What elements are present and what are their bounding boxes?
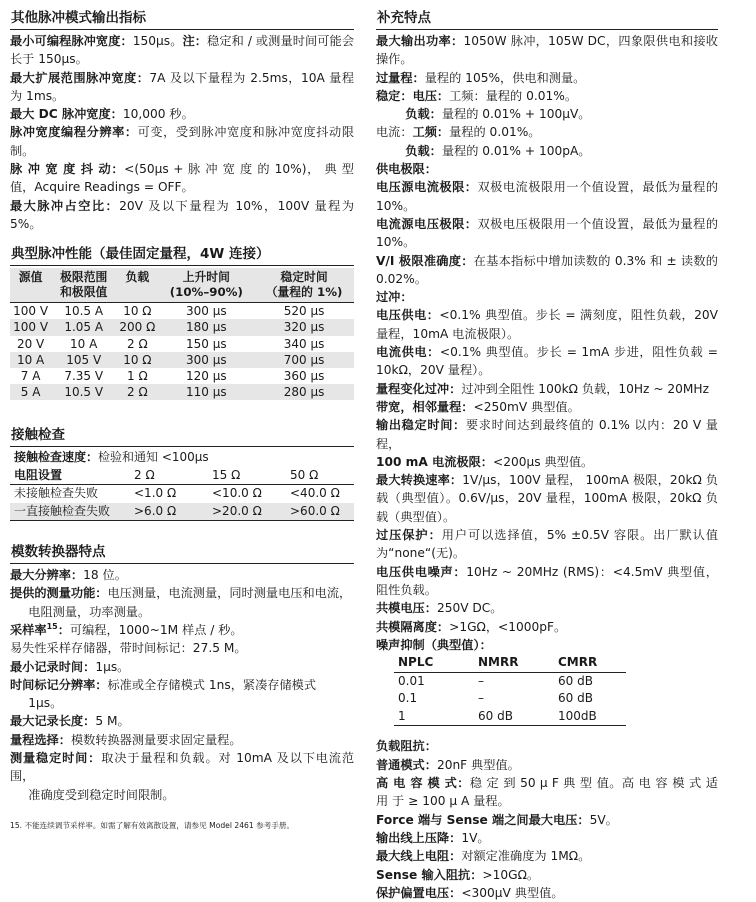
spec-value: 在基本指标中增加读数的 0.3% 和 ± 读数的 0.02%。 — [376, 253, 718, 286]
spec-label: 提供的测量功能： — [10, 586, 108, 601]
spec-label: 高 电 容 模 式： — [376, 776, 470, 791]
spec-value: <0.1% 典型值。步长 = 满刻度，阻性负载，20V 量程，10mA 电流极限）。 — [376, 308, 719, 341]
table-cell: 200 Ω — [116, 319, 158, 335]
table-cell: 300 µs — [159, 352, 255, 368]
spec-current-overshoot — [376, 343, 718, 380]
spec-label: 电压供电噪声： — [376, 564, 467, 579]
header-cell: 15 Ω — [208, 467, 286, 485]
spec-noise — [376, 563, 718, 600]
contact-speed-cell — [10, 449, 354, 466]
table-cell: 2 Ω — [127, 336, 148, 351]
spec-label: Sense 输入阻抗： — [376, 867, 483, 882]
spec-value: 5V。 — [589, 812, 618, 827]
header-line: 极限范围 — [60, 270, 108, 285]
table-cell: 300 µs — [186, 304, 227, 319]
table-cell: 20 V — [16, 336, 45, 351]
section-title-adc: 模数转换器特点 — [10, 521, 354, 564]
section-title-pulse-table: 典型脉冲性能（最佳固定量程，4W 连接） — [10, 233, 354, 266]
table-cell: 360 µs — [283, 369, 325, 384]
spec-value: <200µs 典型值。 — [493, 454, 594, 469]
table-cell: <10.0 Ω — [212, 486, 262, 501]
table-cell: – — [478, 673, 484, 688]
spec-value: 标准或全存储模式 1ns，紧凑存储模式 — [107, 677, 317, 692]
spec-value: 模数转换器测量要求固定量程。 — [70, 732, 242, 747]
header-line: （量程的 1%) — [265, 285, 343, 300]
spec-range-change — [376, 380, 718, 398]
spec-sublabel: 负载： — [405, 107, 442, 122]
section-title-pulse-spec: 其他脉冲模式输出指标 — [10, 0, 354, 30]
spec-guard-offset — [376, 884, 718, 902]
spec-sample-rate — [10, 621, 354, 639]
spec-value: >10GΩ。 — [482, 867, 540, 882]
spec-max-power — [376, 32, 718, 69]
spec-value: <0.1% 典型值。步长 = 1mA 步进，阻性负载 = 10kΩ，20V 量程）。 — [376, 345, 719, 378]
spec-value: 20nF 典型值。 — [436, 757, 520, 772]
spec-lo-drop — [376, 829, 718, 847]
table-cell: 5 A — [10, 384, 51, 400]
spec-min-pulse-width — [10, 32, 354, 69]
table-header-row — [10, 467, 354, 485]
spec-label: 共模隔离度： — [376, 619, 450, 634]
spec-label-end: ： — [57, 623, 70, 637]
header-line: 源值 — [18, 270, 43, 285]
spec-value: 10,000 秒。 — [122, 107, 194, 122]
spec-label: 过量程： — [376, 70, 425, 85]
table-cell: 2 Ω — [116, 384, 158, 400]
table-cell: 60 dB — [558, 673, 593, 688]
spec-label: 最大记录长度： — [10, 714, 96, 729]
spec-value: 7A 及以下量程为 2.5ms，10A 量程为 1ms。 — [10, 70, 355, 103]
spec-value: >1GΩ，<1000pF。 — [449, 619, 567, 634]
table-cell: 150 µs — [186, 336, 227, 351]
spec-label: 稳定： — [376, 88, 413, 103]
spec-label: 量程选择： — [10, 732, 71, 747]
spec-value: 1µs。 — [95, 659, 130, 674]
spec-slew-rate — [376, 471, 718, 526]
spec-value: 双极电压极限用一个值设置，最低为量程的 10%。 — [376, 216, 719, 250]
spec-vi-accuracy — [376, 252, 718, 289]
table-row — [10, 368, 354, 384]
spec-range-select — [10, 731, 354, 749]
spec-value: 可变，受到脉冲宽度和脉冲宽度抖动限制。 — [10, 125, 355, 158]
spec-label: 共模电压： — [376, 601, 437, 616]
spec-overvoltage — [376, 526, 718, 563]
table-cell: 110 µs — [159, 384, 255, 400]
table-cell: >60.0 Ω — [286, 503, 354, 521]
header-line: 和极限值 — [60, 285, 108, 300]
note-label: 注： — [182, 34, 208, 48]
table-row — [10, 303, 354, 320]
spec-sense-impedance — [376, 866, 718, 884]
spec-label: 最大输出功率： — [376, 34, 464, 48]
table-row — [394, 672, 626, 690]
spec-label: 输出稳定时间： — [376, 418, 466, 433]
header-cell — [10, 268, 51, 303]
spec-settling-cont: 准确度受到稳定时间限制。 — [28, 787, 175, 802]
spec-label: 保护偏置电压： — [376, 885, 462, 900]
header-cell: 50 Ω — [286, 467, 354, 485]
spec-value: 1V/µs，100V 量程， 100mA 极限，20kΩ 负载（典型值）。0.6V/µs，20V 量程，100mA 极限，20kΩ 负载（典型值）。 — [376, 473, 719, 524]
spec-label: 电流供电： — [376, 345, 440, 360]
footnote: 15. 不能连续调节采样率。如需了解有效离散设置，请参见 Model 2461 参考手册。 — [10, 820, 295, 830]
subheading-load-impedance: 负载阻抗： — [376, 739, 437, 754]
spec-sublabel: 电压： — [412, 88, 450, 103]
spec-current-limit — [376, 178, 718, 215]
spec-common-mode-voltage — [376, 599, 718, 617]
table-cell: 520 µs — [283, 304, 325, 319]
spec-label: 最小可编程脉冲宽度： — [10, 34, 133, 48]
table-cell: >6.0 Ω — [130, 503, 208, 521]
table-cell: 700 µs — [254, 352, 354, 368]
spec-value: 1V。 — [461, 830, 490, 845]
table-cell: >20.0 Ω — [208, 503, 286, 521]
table-cell: 340 µs — [283, 336, 325, 351]
spec-overrange — [376, 69, 718, 87]
spec-label: V/I 极限准确度： — [376, 253, 474, 268]
table-cell: 1 Ω — [127, 369, 148, 384]
spec-label: 最大脉冲占空比： — [10, 198, 120, 213]
header-cell — [51, 268, 116, 303]
spec-value: 稳 定 到 50 µ F 典 型 值。高 电 容 模 式 适 用 于 ≥ 100 µ A 量程。 — [376, 776, 718, 809]
spec-value: 量程的 0.01%。 — [449, 125, 541, 140]
spec-voltage-limit — [376, 215, 718, 252]
spec-value: <300µV 典型值。 — [461, 885, 564, 900]
spec-max-record — [10, 712, 354, 730]
spec-label: 电压源电流极限： — [376, 180, 478, 195]
header-line: 稳定时间 — [280, 270, 328, 285]
table-cell: 120 µs — [186, 369, 227, 384]
spec-value: <250mV 典型值。 — [473, 399, 580, 414]
spec-stability-current — [376, 123, 718, 141]
table-cell: 100 V — [10, 319, 51, 335]
header-cell — [159, 268, 255, 303]
spec-value: <(50µs + 脉 冲 宽 度 的 10%)， 典 型 值，Acquire Readings = OFF。 — [10, 162, 354, 195]
spec-value: 检验和通知 <100µs — [98, 450, 209, 465]
contact-speed-row — [10, 449, 354, 466]
spec-value: 要求时间达到最终值的 0.1% 以内：20 V 量程， — [376, 418, 718, 451]
spec-value: 过冲到全阻性 100kΩ 负载，10Hz ~ 20MHz — [461, 381, 709, 396]
spec-buffer: 易失性采样存储器，带时间标记：27.5 M。 — [10, 641, 247, 656]
spec-common-mode-isolation — [376, 618, 718, 636]
spec-bandwidth — [376, 398, 718, 416]
spec-value: 量程的 105%，供电和测量。 — [424, 70, 586, 85]
spec-width-resolution — [10, 123, 354, 160]
spec-value: 双极电流极限用一个值设置，最低为量程的 10%。 — [376, 180, 719, 213]
spec-duty-cycle — [10, 197, 354, 234]
table-row — [394, 690, 626, 708]
spec-label: 最大 DC 脉冲宽度： — [10, 107, 123, 122]
table-row — [10, 352, 354, 368]
spec-label: 输出线上压降： — [376, 830, 462, 845]
header-line: (10%–90%) — [169, 285, 243, 300]
noise-rejection-table — [394, 654, 626, 726]
spec-value: 取决于量程和负载。对 10mA 及以下电流范围， — [10, 751, 355, 784]
spec-label: 普通模式： — [376, 757, 437, 772]
table-cell: – — [478, 691, 484, 706]
table-cell: 0.01 — [398, 673, 425, 688]
spec-value: 电压测量，电流测量，同时测量电压和电流， — [107, 586, 352, 601]
spec-max-dc-width — [10, 105, 354, 123]
contact-check-table — [10, 449, 354, 521]
spec-label: 最大分辨率： — [10, 568, 84, 583]
subheading-overshoot: 过冲： — [376, 290, 413, 305]
note-text: 稳定和 / 或测量时间可能会长于 150µs。 — [10, 34, 355, 67]
spec-value: 量程的 0.01% + 100µV。 — [441, 107, 591, 122]
header-cell: CMRR — [554, 654, 626, 672]
spec-voltage-overshoot — [376, 306, 718, 343]
spec-label: 电流源电压极限： — [376, 216, 478, 231]
spec-timestamp — [10, 676, 354, 694]
spec-label: 接触检查速度： — [14, 450, 99, 465]
spec-value: 工频：量程的 0.01%。 — [449, 88, 578, 103]
spec-value: 用户可以选择值，5% ±0.5V 容限。出厂默认值为“none“(无)。 — [376, 528, 719, 561]
spec-value: 150µs。 — [132, 34, 183, 48]
spec-settling — [10, 749, 354, 786]
table-cell: 180 µs — [159, 319, 255, 335]
table-row — [10, 503, 354, 521]
spec-value: 10Hz ~ 20MHz (RMS)：<4.5mV 典型值，阻性负载。 — [376, 564, 718, 597]
table-row — [10, 336, 354, 352]
spec-sublabel: 工频： — [412, 125, 450, 140]
table-cell: 10 A — [10, 352, 51, 368]
subheading-limits: 供电极限： — [376, 162, 437, 177]
spec-value: 5 M。 — [95, 714, 130, 729]
footnote-ref: 15 — [46, 621, 58, 631]
table-cell: 10.5 V — [51, 384, 116, 400]
header-cell: NMRR — [474, 654, 554, 672]
table-row — [394, 708, 626, 726]
spec-high-cap — [376, 774, 718, 811]
spec-label: 量程变化过冲： — [376, 381, 462, 396]
spec-value: 可编程，1000~1M 样点 / 秒。 — [69, 623, 243, 637]
spec-label: 最大扩展范围脉冲宽度： — [10, 70, 150, 85]
spec-label: 电压供电： — [376, 308, 440, 323]
spec-value: 对额定准确度为 1MΩ。 — [461, 849, 591, 864]
table-cell: 10 Ω — [116, 352, 158, 368]
table-row — [10, 485, 354, 503]
spec-stability-voltage-load — [376, 105, 718, 123]
spec-value: 20V 及以下量程为 10%，100V 量程为 5%。 — [10, 198, 355, 231]
header-cell — [116, 268, 158, 303]
spec-max-resolution — [10, 566, 354, 584]
table-cell: 320 µs — [254, 319, 354, 335]
header-cell: 2 Ω — [130, 467, 208, 485]
section-title-contact-check: 接触检查 — [10, 400, 354, 447]
spec-timestamp-cont: 1µs。 — [28, 696, 63, 711]
table-cell: 1 — [394, 708, 474, 726]
table-cell: 1.05 A — [51, 319, 116, 335]
table-cell: 105 V — [51, 352, 116, 368]
spec-output-settling — [376, 416, 718, 453]
spec-label: 100 mA 电流极限： — [376, 454, 493, 469]
header-cell — [254, 268, 354, 303]
table-cell: 一直接触检查失败 — [10, 503, 130, 521]
table-cell: 100dB — [554, 708, 626, 726]
spec-output-settling-2 — [376, 453, 718, 471]
spec-value: 18 位。 — [83, 568, 127, 583]
table-cell: 10 Ω — [123, 304, 152, 319]
table-cell: 100 V — [13, 304, 49, 319]
spec-sublabel: 负载： — [405, 143, 442, 158]
spacer — [376, 726, 718, 737]
left-column — [10, 0, 354, 832]
table-cell: 60 dB — [558, 691, 593, 706]
header-line: 上升时间 — [182, 270, 230, 285]
table-cell: 280 µs — [254, 384, 354, 400]
spec-value: 250V DC。 — [436, 601, 503, 616]
subheading-noise-rejection: 噪声抑制（典型值）： — [376, 637, 492, 652]
table-cell: 未接触检查失败 — [14, 486, 99, 501]
table-header-row — [394, 654, 626, 672]
table-cell: 7 A — [20, 369, 41, 384]
spec-max-extended-width — [10, 69, 354, 106]
spec-functions — [10, 584, 354, 602]
spec-force-sense — [376, 811, 718, 829]
section-title-supplemental: 补充特点 — [376, 0, 718, 30]
table-cell: 7.35 V — [64, 369, 104, 384]
spec-label: 时间标记分辨率： — [10, 677, 108, 692]
spec-label: 最大线上电阻： — [376, 849, 462, 864]
table-cell: 60 dB — [474, 708, 554, 726]
spec-label: 过压保护： — [376, 528, 442, 543]
spec-label: 脉冲宽度编程分辨率： — [10, 125, 138, 140]
spec-value: 1050W 脉冲，105W DC，四象限供电和接收操作。 — [376, 34, 718, 67]
spec-stability-voltage — [376, 87, 718, 105]
spec-label: Force 端与 Sense 端之间最大电压： — [376, 812, 590, 827]
table-cell: 0.1 — [398, 691, 418, 706]
spec-label: 带宽，相邻量程： — [376, 399, 474, 414]
spec-label: 脉 冲 宽 度 抖 动： — [10, 162, 125, 177]
spec-label: 最大转换速率： — [376, 473, 463, 488]
spec-stability-current-load — [376, 142, 718, 160]
spec-min-record — [10, 658, 354, 676]
table-row — [10, 319, 354, 335]
spec-lead-resistance — [376, 847, 718, 865]
header-cell: NPLC — [394, 654, 474, 672]
table-header-row — [10, 268, 354, 303]
table-row — [10, 384, 354, 400]
pulse-performance-table — [10, 268, 354, 400]
header-line: 负载 — [125, 270, 150, 285]
table-cell: <40.0 Ω — [290, 486, 340, 501]
spec-normal-mode — [376, 756, 718, 774]
spec-sublabel: 电流： — [376, 125, 413, 140]
spec-value: 量程的 0.01% + 100pA。 — [441, 143, 591, 158]
spec-jitter — [10, 160, 354, 197]
table-cell: <1.0 Ω — [134, 486, 177, 501]
spec-label: 采样率 — [10, 623, 47, 637]
right-column — [376, 0, 718, 902]
spec-functions-cont: 电阻测量，功率测量。 — [28, 604, 151, 619]
table-cell: 10 A — [70, 336, 98, 351]
table-cell: 10.5 A — [64, 304, 104, 319]
header-cell: 电阻设置 — [10, 467, 130, 485]
spec-label: 测量稳定时间： — [10, 751, 102, 766]
spec-label: 最小记录时间： — [10, 659, 96, 674]
